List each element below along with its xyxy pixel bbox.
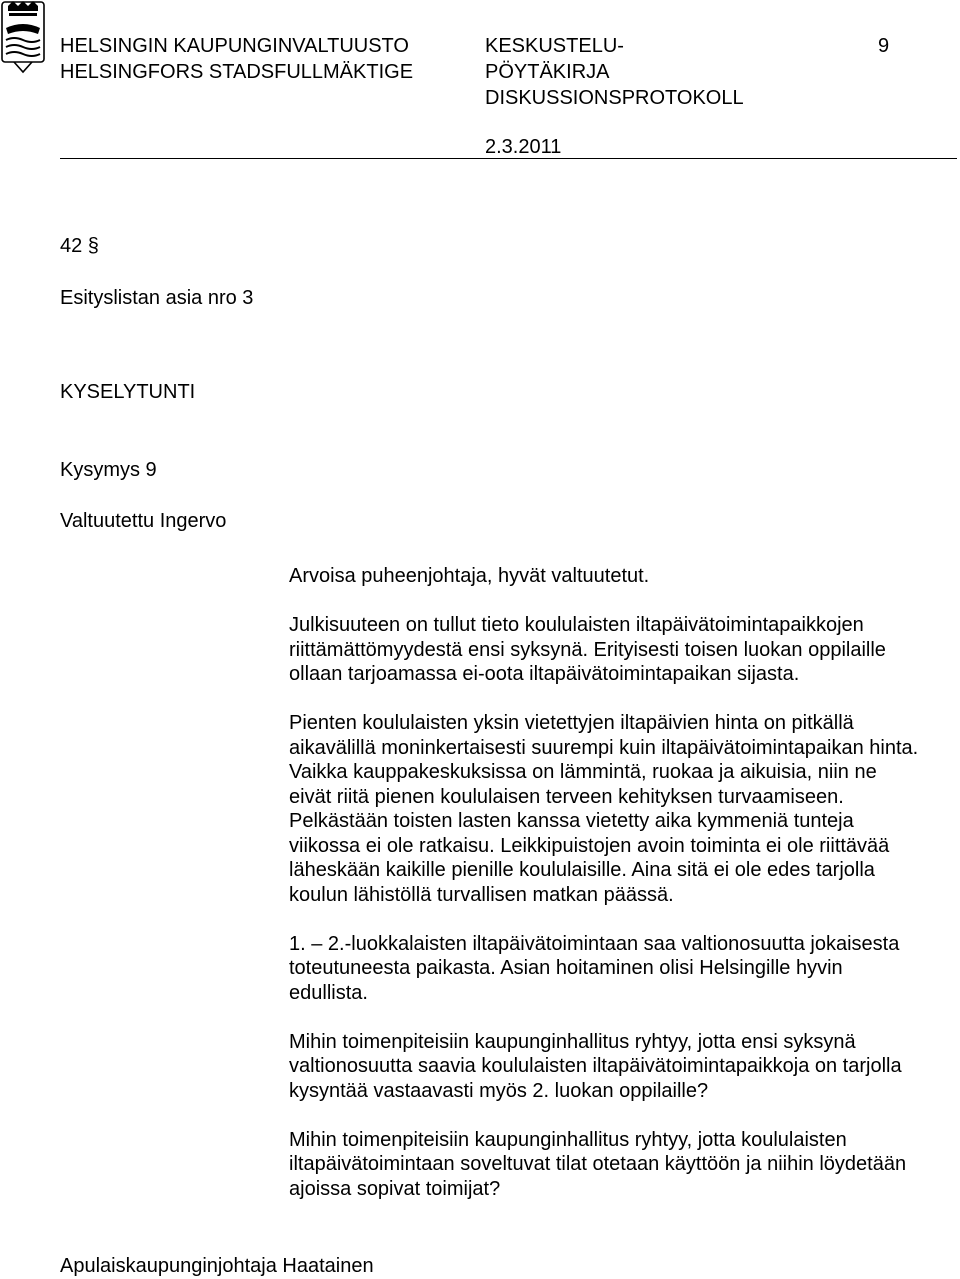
document-type-line-1: KESKUSTELU- xyxy=(485,35,624,57)
body-line: eivät riitä pienen koululaisen terveen kehityksen turvaamiseen. xyxy=(289,785,844,808)
body-line: koulun lähistöllä turvallisen matkan päässä. xyxy=(289,883,674,906)
body-line: toteutuneesta paikasta. Asian hoitaminen olisi Helsingille hyvin xyxy=(289,957,843,979)
body-paragraph xyxy=(289,613,918,687)
council-name xyxy=(60,33,413,85)
question-number: Kysymys 9 xyxy=(60,459,157,481)
body-line: läheskään kaikille pienille koululaisille. Aina sitä ei ole edes tarjolla xyxy=(289,859,875,881)
body-line: ajoissa sopivat toimijat? xyxy=(289,1177,501,1200)
document-type-line-3: DISKUSSIONSPROTOKOLL xyxy=(485,87,744,109)
body-line: Pelkästään toisten lasten kanssa vietetty aika kymmeniä tunteja xyxy=(289,810,854,832)
agenda-item: Esityslistan asia nro 3 xyxy=(60,287,254,309)
document-type-line-2: PÖYTÄKIRJA xyxy=(485,61,610,83)
body-line: Vaikka kauppakeskuksissa on lämmintä, ruokaa ja aikuisia, niin ne xyxy=(289,761,877,783)
body-line: kysyntää vastaavasti myös 2. luokan oppilaille? xyxy=(289,1079,709,1102)
body-line: Mihin toimenpiteisiin kaupunginhallitus ryhtyy, jotta koululaisten xyxy=(289,1128,847,1151)
page-number: 9 xyxy=(878,35,890,57)
body-line: 1. – 2.-luokkalaisten iltapäivätoimintaan saa valtionosuutta jokaisesta xyxy=(289,932,900,955)
body-line: Pienten koululaisten yksin vietettyjen iltapäivien hinta on pitkällä xyxy=(289,712,854,734)
body-paragraph xyxy=(289,1128,918,1202)
body-line: Mihin toimenpiteisiin kaupunginhallitus ryhtyy, jotta ensi syksynä xyxy=(289,1030,856,1053)
section-title: KYSELYTUNTI xyxy=(60,381,196,403)
next-speaker: Apulaiskaupunginjohtaja Haatainen xyxy=(60,1255,374,1277)
council-name-sv: HELSINGFORS STADSFULLMÄKTIGE xyxy=(60,61,414,83)
body-line: ollaan tarjoamassa ei-oota iltapäivätoimintapaikan sijasta. xyxy=(289,663,800,685)
body-paragraph xyxy=(289,932,918,1006)
body-line: aikavälillä moninkertaisesti suurempi kuin iltapäivätoimintapaikan hinta. xyxy=(289,736,919,759)
body-paragraph xyxy=(289,564,918,589)
body-paragraph xyxy=(289,711,918,907)
council-name-fi: HELSINGIN KAUPUNGINVALTUUSTO xyxy=(60,35,409,57)
question-body xyxy=(289,564,918,1201)
header-divider xyxy=(60,158,957,159)
body-line: iltapäivätoimintaan soveltuvat tilat otetaan käyttöön ja niihin löydetään xyxy=(289,1153,907,1175)
body-line: Julkisuuteen on tullut tieto koululaisten iltapäivätoimintapaikkojen xyxy=(289,614,864,636)
body-line: viikossa ei ole ratkaisu. Leikkipuistojen avoin toiminta ei ole riittävää xyxy=(289,834,890,857)
section-number: 42 § xyxy=(60,235,99,257)
helsinki-crest-logo xyxy=(0,0,46,74)
body-line: edullista. xyxy=(289,981,368,1004)
meeting-date: 2.3.2011 xyxy=(485,136,562,158)
asker-name: Valtuutettu Ingervo xyxy=(60,510,227,532)
document-type xyxy=(485,33,744,111)
body-paragraph xyxy=(289,1030,918,1104)
body-line: riittämättömyydestä ensi syksynä. Erityisesti toisen luokan oppilaille xyxy=(289,638,886,661)
body-line: valtionosuutta saavia koululaisten iltapäivätoimintapaikkoja on tarjolla xyxy=(289,1055,902,1077)
body-line: Arvoisa puheenjohtaja, hyvät valtuutetut. xyxy=(289,565,650,587)
